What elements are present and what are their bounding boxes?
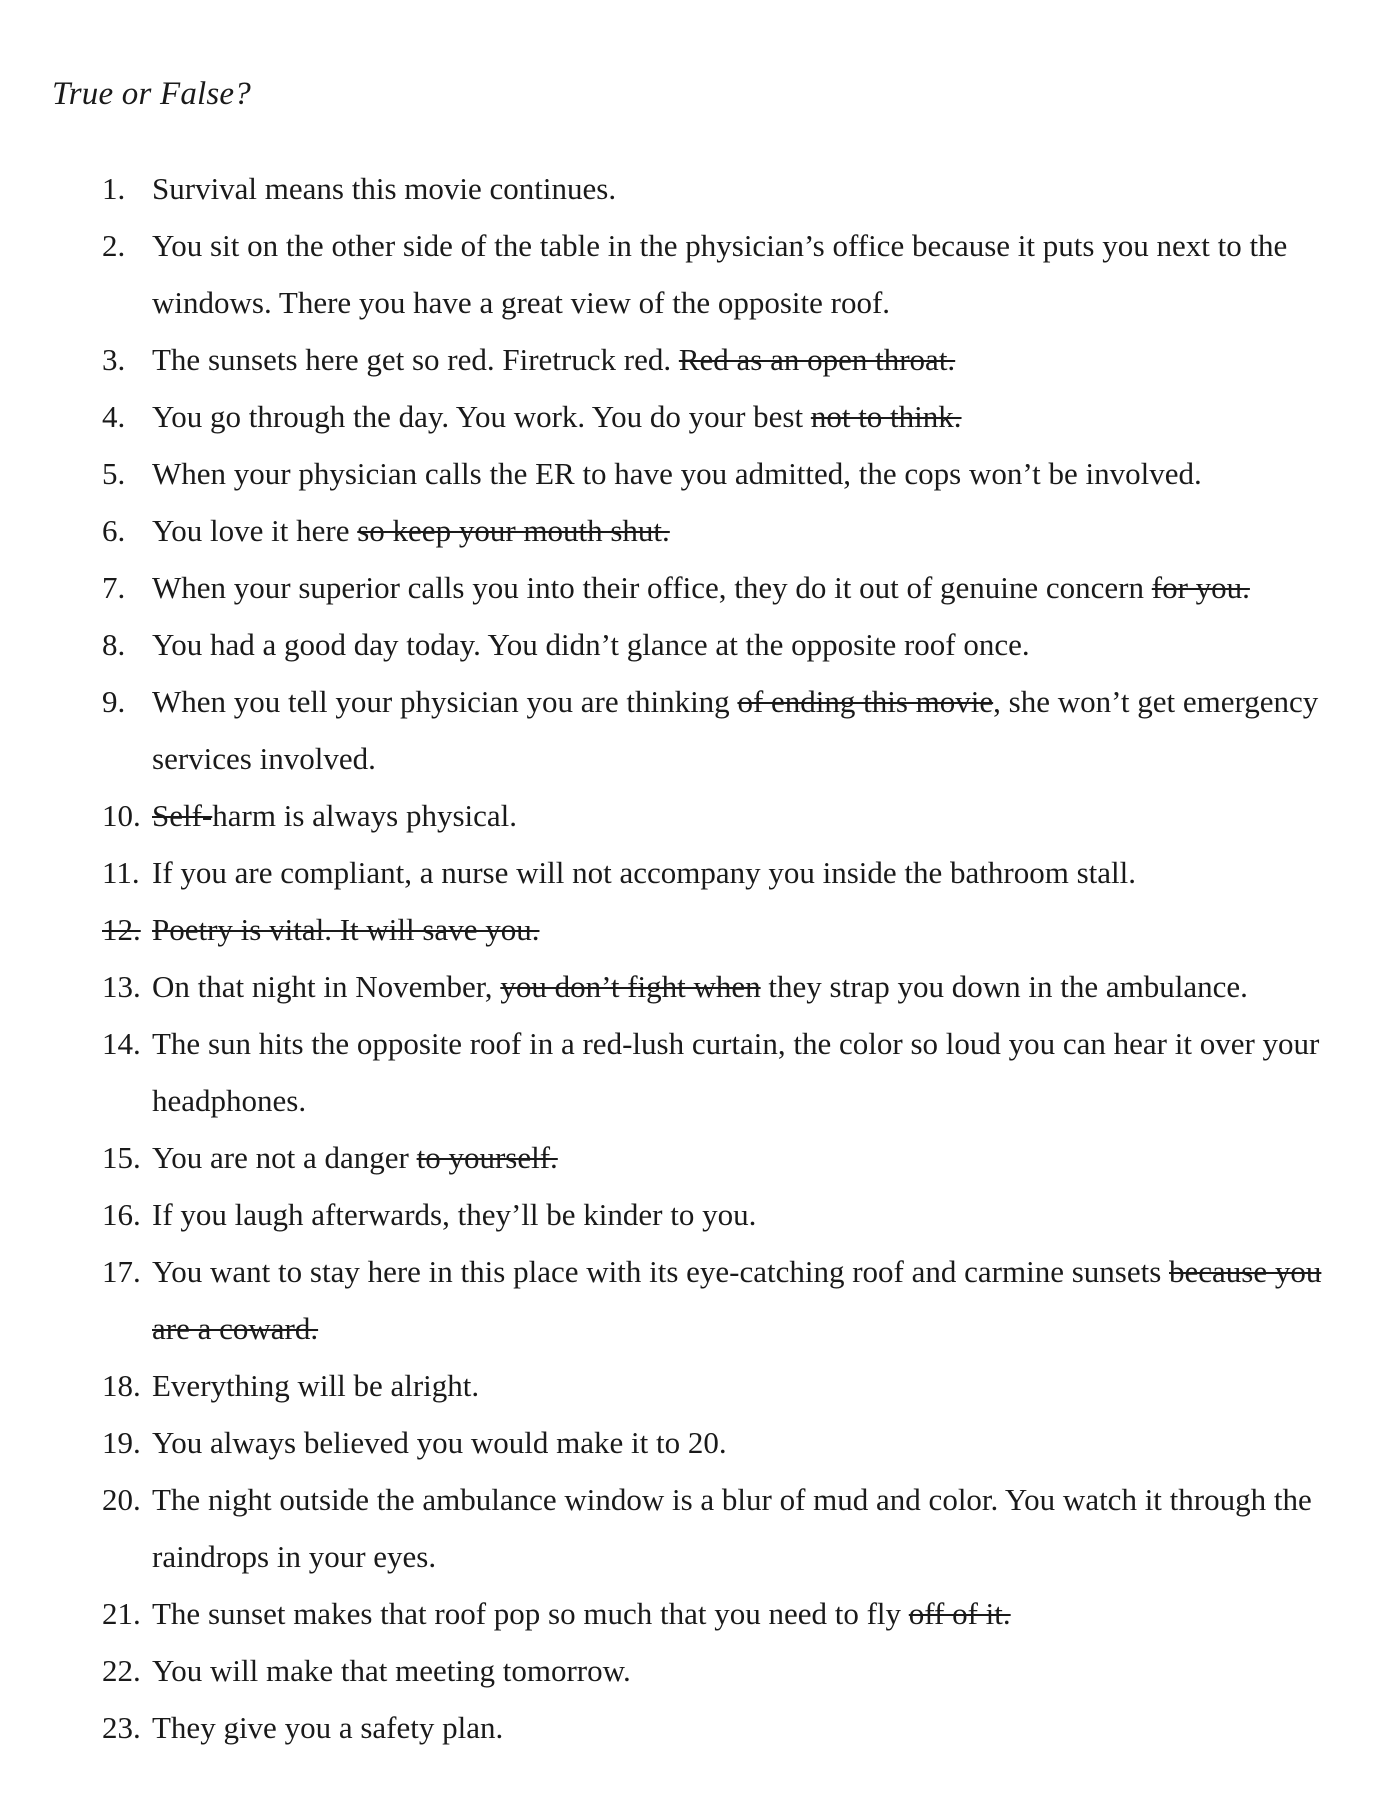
list-item xyxy=(102,1471,1352,1585)
item-number: 21. xyxy=(102,1596,141,1631)
struck-text-segment: so keep your mouth shut. xyxy=(357,513,670,548)
list-item xyxy=(102,844,1352,901)
item-number: 9. xyxy=(102,684,126,719)
list-item xyxy=(102,559,1352,616)
item-text-segment: The sun hits the opposite roof in a red-lush curtain, the color so loud you can hear it over your headphones. xyxy=(152,1026,1320,1118)
struck-text-segment: Poetry is vital. It will save you. xyxy=(152,912,540,947)
item-text xyxy=(152,912,539,947)
struck-text-segment: you don’t fight when xyxy=(500,969,761,1004)
list-item xyxy=(102,331,1352,388)
list-item xyxy=(102,958,1352,1015)
item-number: 8. xyxy=(102,627,126,662)
item-number: 13. xyxy=(102,969,141,1004)
struck-text-segment: to yourself. xyxy=(416,1140,558,1175)
item-number: 15. xyxy=(102,1140,141,1175)
item-text-segment: You want to stay here in this place with its eye-catching roof and carmine sunsets xyxy=(152,1254,1170,1289)
list-item xyxy=(102,616,1352,673)
item-text-segment: You always believed you would make it to 20. xyxy=(152,1425,727,1460)
item-text xyxy=(152,684,1318,776)
item-text xyxy=(152,1425,727,1460)
list-item xyxy=(102,1642,1352,1699)
list-item xyxy=(102,502,1352,559)
item-number: 17. xyxy=(102,1254,141,1289)
item-text-segment: The sunset makes that roof pop so much that you need to fly xyxy=(152,1596,909,1631)
item-text-segment: You are not a danger xyxy=(152,1140,417,1175)
item-text xyxy=(152,969,1248,1004)
item-number: 18. xyxy=(102,1368,141,1403)
item-number: 7. xyxy=(102,570,126,605)
item-text xyxy=(152,1197,756,1232)
list-item xyxy=(102,445,1352,502)
struck-text-segment: off of it. xyxy=(908,1596,1011,1631)
item-text-segment: You sit on the other side of the table in the physician’s office because it puts you next to the windows. There you have a great view of the opposite roof. xyxy=(152,228,1288,320)
item-text-segment: On that night in November, xyxy=(152,969,501,1004)
item-text-segment: If you laugh afterwards, they’ll be kinder to you. xyxy=(152,1197,757,1232)
item-text xyxy=(152,855,1136,890)
item-number: 11. xyxy=(102,855,140,890)
item-number: 10. xyxy=(102,798,141,833)
item-number: 4. xyxy=(102,399,126,434)
item-text xyxy=(152,513,670,548)
list-item xyxy=(102,1414,1352,1471)
list-item xyxy=(102,1585,1352,1642)
item-text-segment: they strap you down in the ambulance. xyxy=(760,969,1248,1004)
item-number: 23. xyxy=(102,1710,141,1745)
item-text xyxy=(152,798,517,833)
item-text-segment: When your physician calls the ER to have you admitted, the cops won’t be involved. xyxy=(152,456,1202,491)
list-item xyxy=(102,1699,1352,1756)
item-number: 22. xyxy=(102,1653,141,1688)
item-text-segment: You had a good day today. You didn’t glance at the opposite roof once. xyxy=(152,627,1030,662)
item-text xyxy=(152,1596,1011,1631)
struck-text-segment: because you are a coward. xyxy=(152,1254,1322,1346)
item-text xyxy=(152,171,616,206)
struck-text-segment: Red as an open throat. xyxy=(678,342,956,377)
item-text-segment: , she won’t get emergency services involved. xyxy=(152,684,1319,776)
item-text-segment: You love it here xyxy=(152,513,358,548)
list-item xyxy=(102,787,1352,844)
list-item xyxy=(102,160,1352,217)
list-item xyxy=(102,673,1352,787)
list-item xyxy=(102,1243,1352,1357)
item-text xyxy=(152,228,1287,320)
item-text xyxy=(152,399,962,434)
item-text xyxy=(152,1482,1312,1574)
struck-text-segment: Self- xyxy=(152,798,213,833)
list-item xyxy=(102,1357,1352,1414)
item-text-segment: The sunsets here get so red. Firetruck red. xyxy=(152,342,679,377)
item-text xyxy=(152,1368,479,1403)
list-item xyxy=(102,217,1352,331)
item-number: 14. xyxy=(102,1026,141,1061)
item-text xyxy=(152,1710,503,1745)
item-number: 2. xyxy=(102,228,126,263)
item-number: 16. xyxy=(102,1197,141,1232)
item-text xyxy=(152,627,1030,662)
item-number: 20. xyxy=(102,1482,141,1517)
item-text-segment: They give you a safety plan. xyxy=(152,1710,504,1745)
item-text xyxy=(152,1026,1319,1118)
list-item xyxy=(102,1015,1352,1129)
item-text xyxy=(152,342,955,377)
item-text-segment: Survival means this movie continues. xyxy=(152,171,617,206)
item-text-segment: If you are compliant, a nurse will not accompany you inside the bathroom stall. xyxy=(152,855,1136,890)
statement-list xyxy=(102,160,1352,1756)
item-number: 6. xyxy=(102,513,126,548)
item-text-segment: You go through the day. You work. You do your best xyxy=(152,399,811,434)
item-number: 5. xyxy=(102,456,126,491)
item-text-segment: When your superior calls you into their office, they do it out of genuine concern xyxy=(152,570,1152,605)
struck-text-segment: not to think. xyxy=(810,399,962,434)
item-text-segment: When you tell your physician you are thinking xyxy=(152,684,738,719)
item-number: 12. xyxy=(102,912,141,947)
list-item-struck xyxy=(102,901,1352,958)
item-text-segment: The night outside the ambulance window is a blur of mud and color. You watch it through the raindrops in your eyes. xyxy=(152,1482,1312,1574)
item-text xyxy=(152,1254,1321,1346)
struck-text-segment: for you. xyxy=(1151,570,1250,605)
list-item xyxy=(102,1186,1352,1243)
item-text-segment: You will make that meeting tomorrow. xyxy=(152,1653,631,1688)
item-number: 19. xyxy=(102,1425,141,1460)
item-text xyxy=(152,1140,558,1175)
item-text xyxy=(152,1653,631,1688)
item-number: 3. xyxy=(102,342,126,377)
item-text xyxy=(152,456,1202,491)
list-item xyxy=(102,1129,1352,1186)
document-title: True or False? xyxy=(52,76,251,112)
item-text-segment: Everything will be alright. xyxy=(152,1368,480,1403)
item-text-segment: harm is always physical. xyxy=(212,798,518,833)
struck-text-segment: of ending this movie xyxy=(737,684,994,719)
item-text xyxy=(152,570,1250,605)
item-number: 1. xyxy=(102,171,126,206)
list-item xyxy=(102,388,1352,445)
